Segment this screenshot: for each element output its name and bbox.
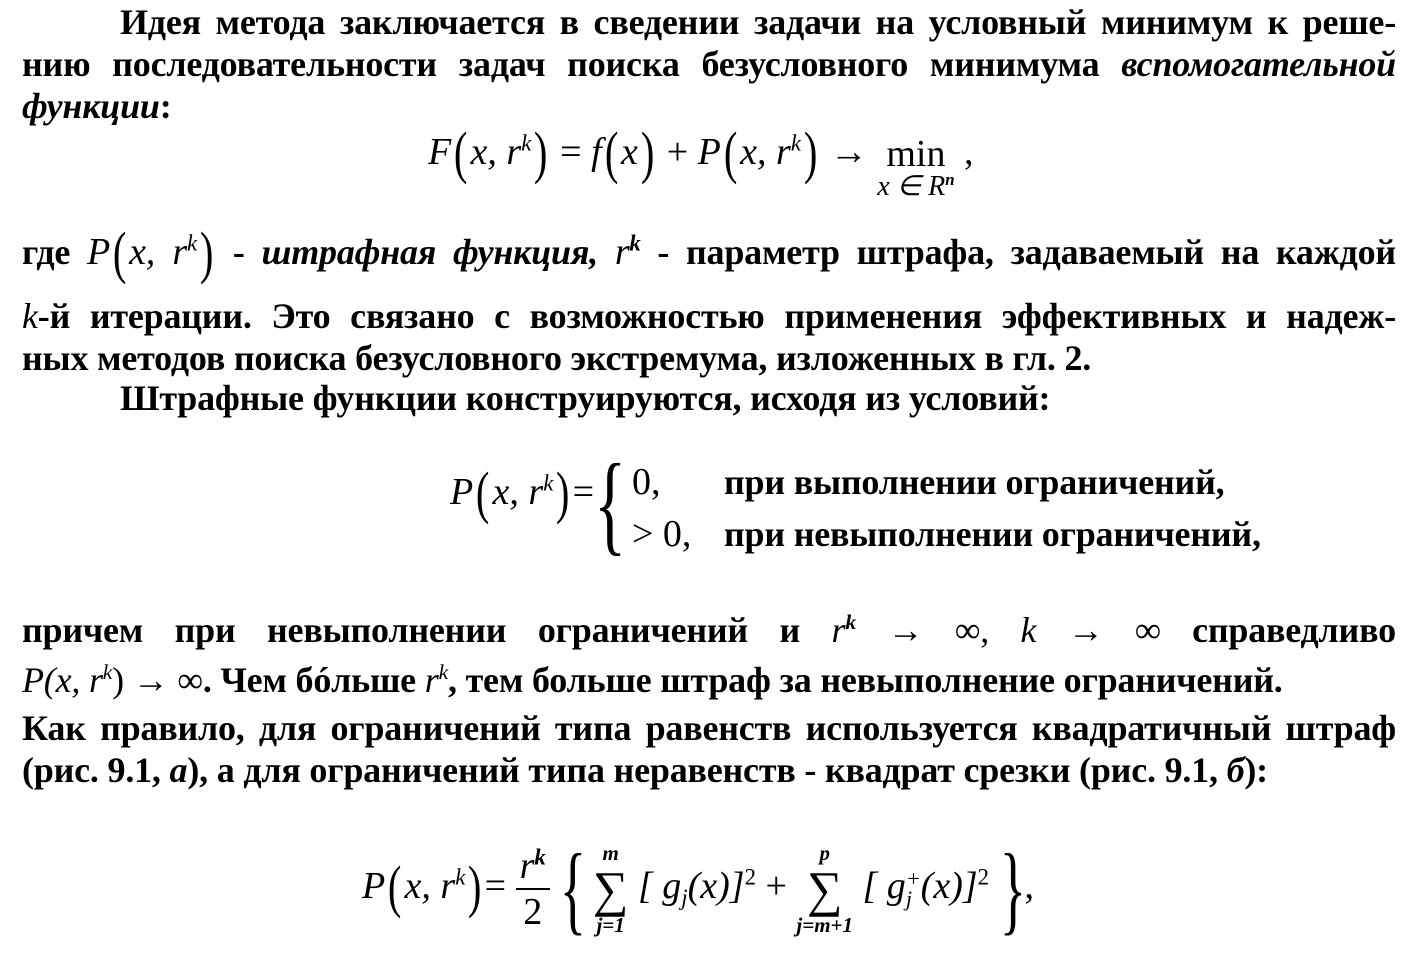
eq1-n: n [945,169,955,189]
eq1-x: x [620,131,638,173]
p3-more: . Чем бóльше [202,660,425,700]
eq3-left-brace: { [560,833,587,945]
equation-penalty-cases: P(x, $r^k)=$ [450,460,595,525]
p3-w6: справедливо [1192,610,1396,650]
p3-w3: невыполнении [267,610,507,650]
case1-value: 0, [632,461,661,503]
eq1-comma: , [964,131,974,173]
eq3-fraction [516,844,550,934]
eq3-num-k: k [534,844,546,870]
p3-fig-a: а [169,750,188,790]
cases-brace: { [594,442,627,566]
p3-w5: и [779,610,801,650]
para2-line4: Штрафные функции конструируются, исходя из условий: [120,378,1051,418]
para1-line2 [22,44,1396,84]
p3-P-k: k [102,660,113,685]
p3-cond2: k → ∞ [1020,610,1161,650]
para1-line1: Идея метода заключается в сведении задачи на условный минимум к реше- [120,2,1396,42]
eq3-sq1: 2 [744,864,756,890]
dash: - [232,232,262,272]
eq3-sum2-top: p [819,841,830,866]
p3-line4-mid: ), а для ограничений типа неравенств - квадрат срезки (рис. 9.1, [187,750,1227,790]
p3-w4: ограничений [537,610,748,650]
para2-desc: - параметр штрафа, задаваемый на каждой [640,232,1396,272]
para3-line3: Как правило, для ограничений типа равенств используется квадратичный штраф [22,708,1396,748]
equation-penalty-sum: P(x, $r^k)=$ $\frac{r^k}{2}$ { m ∑ j=1 [ $g_j(x)]^2$ + p ∑ j=m+1 [ g + j (x)]$^2$ }, [362,833,1035,945]
p3-line2-rest: , тем больше штраф за невыполнение ограничений. [447,660,1283,700]
para2-line1: где P(x, $r^k$) - штрафная функция, $r^k$ - параметр штрафа, задаваемый на каждой [22,220,1396,285]
para1-line3 [22,86,172,126]
eq3-sum1-bot: j=1 [596,913,625,938]
eq1-args2: x, r [740,131,791,173]
para2-k-iter: k [22,296,38,336]
eq1-args: x, r [470,131,522,173]
case2-value: > 0, [632,513,692,555]
eq3-term1-arg: (x)] [687,865,745,907]
eq1-min: min [886,133,946,175]
p3-w1: причем [22,610,144,650]
para2-args: x, r [129,231,187,273]
para2-line3: ных методов поиска безусловного экстремума, изложенных в гл. 2. [22,338,1092,378]
equation-auxiliary-function: F(x, $r^k) = f(x) + P(x$, $r^k$) → min x ∈ $R^n$ , [428,120,974,202]
para3-line4 [22,750,1268,790]
eq2-k: k [543,470,554,496]
eq3-term2-arg: (x)] [920,865,978,907]
para2-P: P [86,231,110,273]
p3-P: P(x, r [22,660,103,700]
eq3-comma: , [1024,865,1035,907]
p3-fig-a-open: (рис. 9.1, [22,750,170,790]
para2-line2 [22,296,1396,336]
case1-text: при выполнении ограничений, [724,462,1225,502]
eq3-term1-sub: j [681,884,688,910]
eq3-sum2-bot: j=m+1 [796,913,854,938]
eq3-P: P [362,865,386,907]
para2-r: r [614,231,630,273]
p3-w2: при [174,610,236,650]
p3-cond1: → ∞, [855,610,990,650]
para2-r-k: k [629,230,641,256]
eq1-F: F [428,131,452,173]
p3-r2-k: k [438,660,448,685]
eq3-term1: [ g [637,865,682,907]
p3-r: r [831,610,846,650]
p3-r2: r [424,660,439,700]
eq3-term2-sup: + [905,866,921,892]
eq1-k2: k [790,130,801,156]
eq3-equals: = [484,865,507,907]
eq3-term2: [ g [862,865,906,907]
eq1-P: P [697,131,721,173]
case2-text: при невыполнении ограничений, [724,514,1261,554]
eq3-sum1: m ∑ j=1 [592,841,629,938]
eq3-sq2: 2 [977,864,990,890]
eq1-domain: x ∈ R [877,171,946,202]
p3-r-k: k [845,610,856,635]
p3-limit: ) → ∞ [112,660,203,700]
eq1-f: f [591,131,602,173]
eq3-den: 2 [523,891,543,934]
para2-k: k [186,230,197,256]
eq2-args: x, r [492,471,544,513]
term-auxiliary-function: функции [22,86,160,126]
p3-fig-b: б [1226,750,1245,790]
word-where: где [22,232,71,272]
eq1-arrow: → [829,131,868,173]
para2-line2-text: -й итерации. Это связано с возможностью применения эффективных и надеж- [37,296,1396,336]
eq3-term2-sub: j [905,886,912,912]
eq3-num-r: r [519,845,535,888]
eq1-k: k [521,130,532,156]
para3-line1 [22,610,1396,650]
para1-line2-italic: вспомогательной [1121,44,1396,84]
eq3-k: k [455,864,466,890]
eq3-sum2: p ∑ j=m+1 [796,841,854,938]
eq3-plus: + [765,865,787,907]
para1-line2-text: нию последовательности задач поиска безусловного минимума [22,44,1122,84]
eq3-args: x, r [404,865,456,907]
term-penalty-function: штрафная функция, [261,232,598,272]
p3-line4-end: ): [1244,750,1268,790]
eq2-equals: = [572,471,595,513]
colon: : [159,86,172,126]
eq2-P: P [450,471,474,513]
eq3-sum1-top: m [602,841,619,866]
para3-line2 [22,660,1283,700]
eq3-right-brace: } [999,833,1026,945]
